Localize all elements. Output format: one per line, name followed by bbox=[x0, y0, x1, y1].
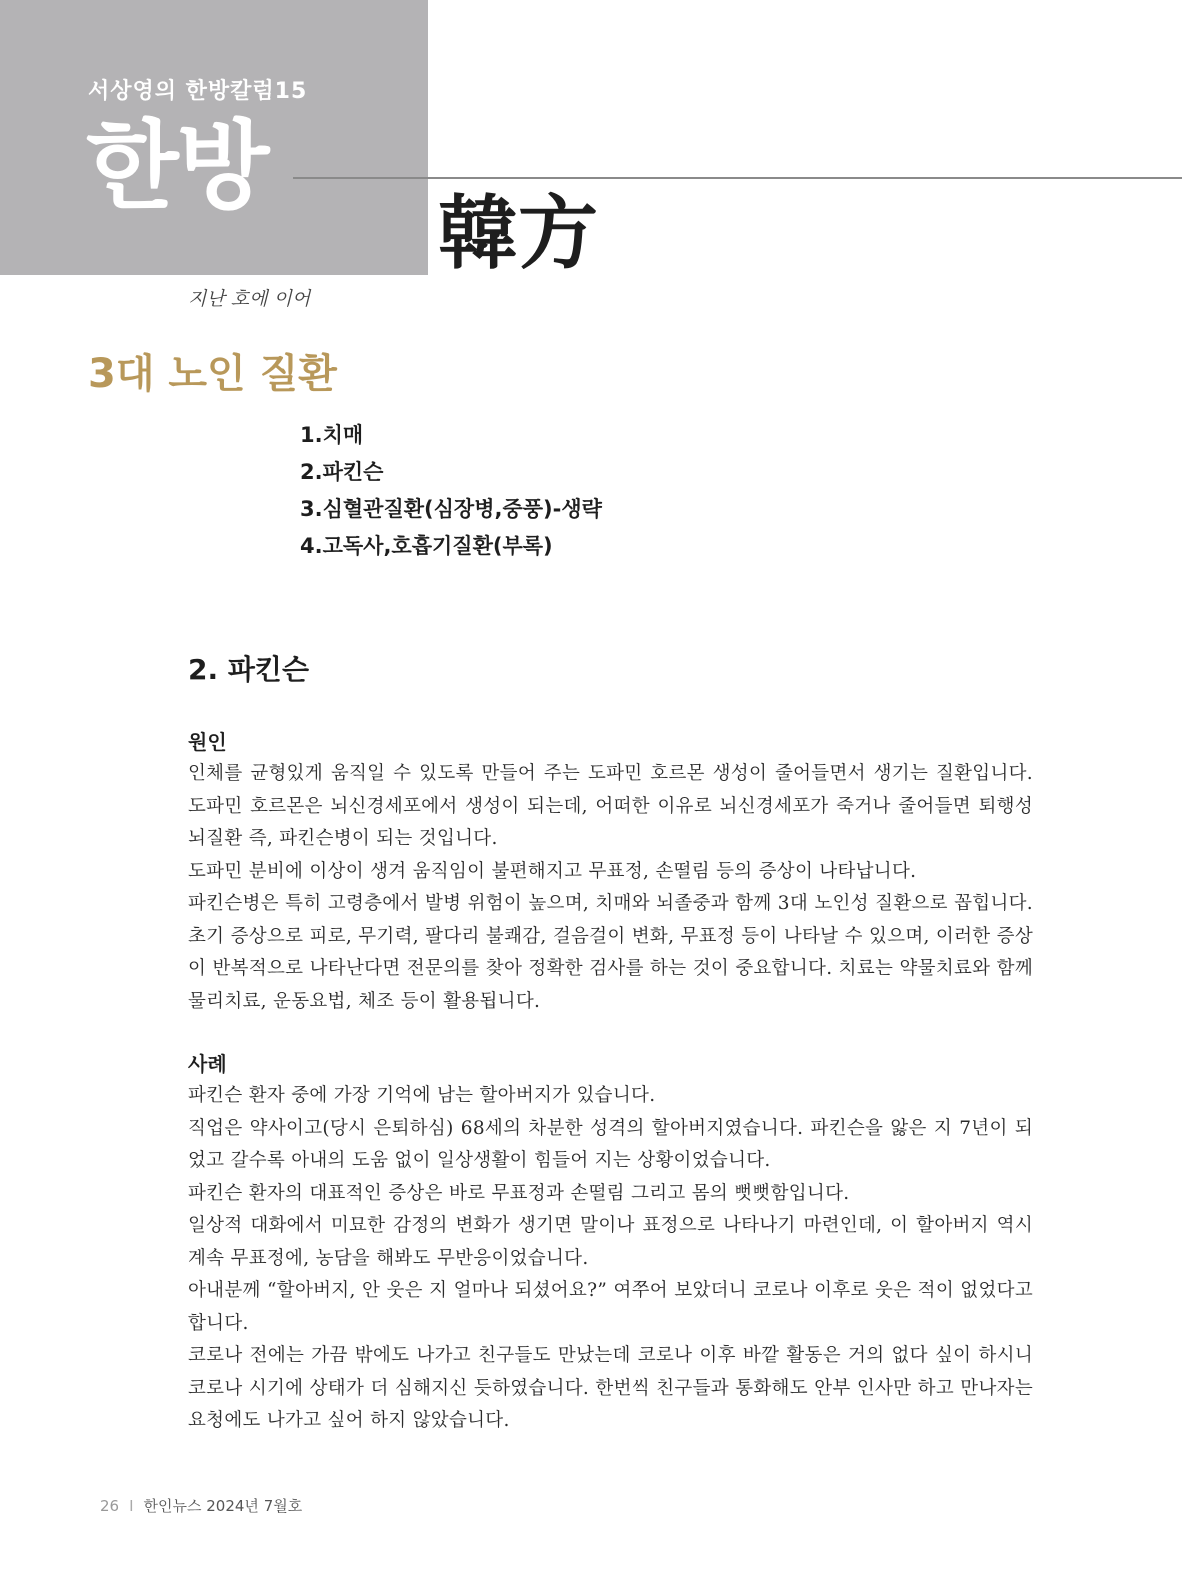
footer-separator: I bbox=[129, 1497, 134, 1515]
header-divider bbox=[293, 177, 1182, 179]
series-title: 서상영의 한방칼럼15 bbox=[88, 79, 308, 104]
topic-item: 1.치매 bbox=[300, 423, 364, 447]
spacer bbox=[188, 1018, 1033, 1048]
continued-note: 지난 호에 이어 bbox=[188, 288, 311, 310]
cause-paragraph: 도파민 분비에 이상이 생겨 움직임이 불편해지고 무표정, 손떨림 등의 증상이 나타납니다. bbox=[188, 860, 917, 882]
cause-paragraph: 인체를 균형있게 움직일 수 있도록 만들어 주는 도파민 호르몬 생성이 줄어들면서 생기는 질환입니다. 도파민 호르몬은 뇌신경세포에서 생성이 되는데, 어떠한 이유로 뇌신경세포가 죽거나 줄어들면 퇴행성 뇌질환 즉, 파킨슨병이 되는 것입니다. bbox=[188, 763, 1033, 849]
subsection-title: 2. 파킨슨 bbox=[188, 653, 310, 686]
case-paragraph: 직업은 약사이고(당시 은퇴하심) 68세의 차분한 성격의 할아버지였습니다. 파킨슨을 앓은 지 7년이 되었고 갈수록 아내의 도움 없이 일상생활이 힘들어 지는 상황이었습니다. bbox=[188, 1117, 1033, 1171]
topic-item: 4.고독사,호흡기질환(부록) bbox=[300, 534, 553, 558]
case-paragraph: 아내분께 “할아버지, 안 웃은 지 얼마나 되셨어요?” 여쭈어 보았더니 코로나 이후로 웃은 적이 없었다고 합니다. bbox=[188, 1280, 1033, 1334]
case-paragraph: 파킨슨 환자의 대표적인 증상은 바로 무표정과 손떨림 그리고 몸의 뻣뻣함입니다. bbox=[188, 1182, 850, 1204]
column-title-hanja: 韓方 bbox=[438, 187, 598, 280]
case-paragraph: 일상적 대화에서 미묘한 감정의 변화가 생기면 말이나 표정으로 나타나기 마련인데, 이 할아버지 역시 계속 무표정에, 농담을 해봐도 무반응이었습니다. bbox=[188, 1215, 1033, 1269]
cause-label: 원인 bbox=[188, 730, 227, 754]
page-footer bbox=[100, 1495, 302, 1516]
article-body bbox=[188, 650, 1033, 1438]
case-label: 사례 bbox=[188, 1052, 227, 1076]
column-title-korean: 한방 bbox=[86, 110, 268, 222]
cause-paragraph: 파킨슨병은 특히 고령층에서 발병 위험이 높으며, 치매와 뇌졸중과 함께 3대 노인성 질환으로 꼽힙니다. 초기 증상으로 피로, 무기력, 팔다리 불쾌감, 걸음걸이 변화, 무표정 등이 나타날 수 있으며, 이러한 증상이 반복적으로 나타난다면 전문의를 찾아 정확한 검사를 하는 것이 중요합니다. 치료는 약물치료와 함께 물리치료, 운동요법, 체조 등이 활용됩니다. bbox=[188, 893, 1033, 1012]
topic-list bbox=[300, 417, 602, 565]
case-paragraph: 코로나 전에는 가끔 밖에도 나가고 친구들도 만났는데 코로나 이후 바깥 활동은 거의 없다 싶이 하시니 코로나 시기에 상태가 더 심해지신 듯하였습니다. 한번씩 친구들과 통화해도 안부 인사만 하고 만나자는 요청에도 나가고 싶어 하지 않았습니다. bbox=[188, 1345, 1033, 1431]
topic-item: 2.파킨슨 bbox=[300, 460, 384, 484]
case-paragraph: 파킨슨 환자 중에 가장 기억에 남는 할아버지가 있습니다. bbox=[188, 1085, 656, 1106]
topic-item: 3.심혈관질환(심장병,중풍)-생략 bbox=[300, 497, 602, 521]
page-number: 26 bbox=[100, 1497, 120, 1515]
publication-name: 한인뉴스 2024년 7월호 bbox=[143, 1497, 303, 1515]
section-title: 3대 노인 질환 bbox=[88, 351, 337, 397]
